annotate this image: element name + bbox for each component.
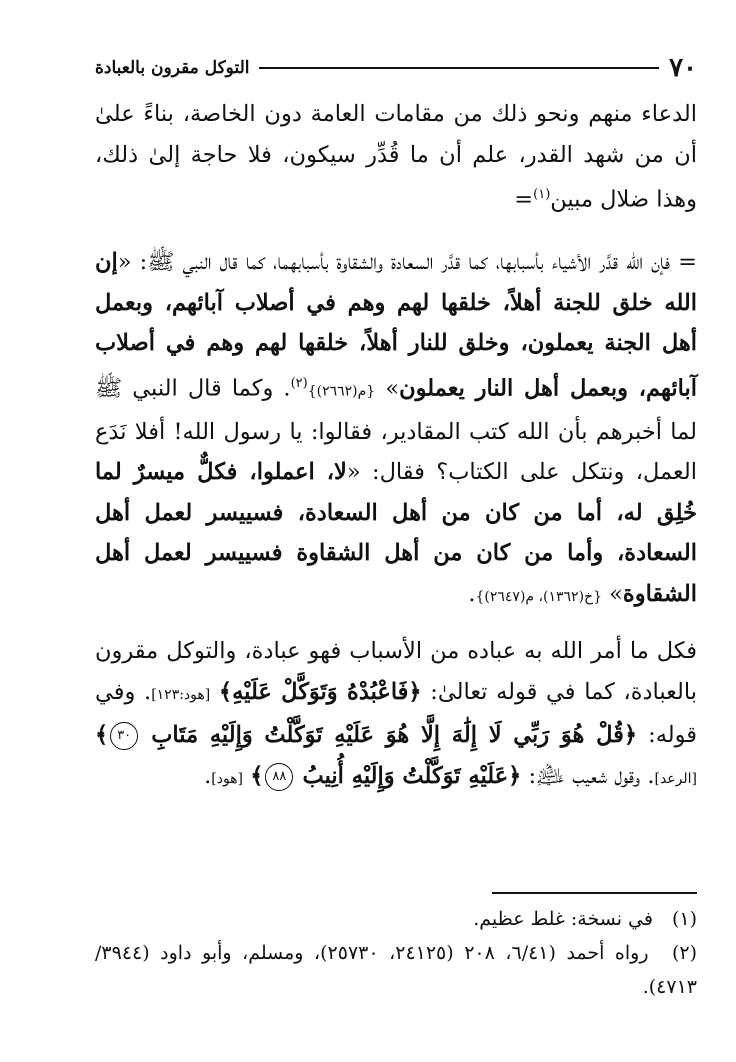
footnote-1 <box>95 902 697 936</box>
verse-ref-hud: [هود] <box>211 770 244 787</box>
paragraph-3-link-2: . وقول شعيب ﵇: <box>521 762 655 789</box>
quran-verse-3: ﴿عَلَيْهِ تَوَكَّلْتُ وَإِلَيْهِ أُنِيبُ <box>302 762 522 789</box>
verse-ref-hud-123: [هود:١٢٣] <box>151 686 211 703</box>
footnote-2-text: رواه أحمد (٦/٤١، ٢٠٨ (٢٤١٢٥، ٢٥٧٣٠)، ومسلم، وأبو داود (٣٩٤٤/ ٤٧١٣). <box>95 942 697 998</box>
quran-verse-2: ﴿قُلْ هُوَ رَبِّي لَا إِلَٰهَ إِلَّا هُوَ عَلَيْهِ تَوَكَّلْتُ وَإِلَيْهِ مَتَابِ <box>151 722 638 748</box>
source-ref-muslim: {م(٢٦٦٢)} <box>307 383 376 399</box>
source-ref-bukhari-muslim: {خ(١٣٦٢)، م(٢٦٤٧)} <box>475 588 602 605</box>
footnote-separator <box>492 892 697 894</box>
quran-verse-1: ﴿فَاعْبُدْهُ وَتَوَكَّلْ عَلَيْهِ﴾ <box>218 678 422 705</box>
paragraph-2-end: . <box>468 580 476 607</box>
quote-close-1: » <box>385 375 400 401</box>
hadith-quote-1: إن الله خلق للجنة أهلاً، خلقها لهم وهم في أصلاب آبائهم، وبعمل أهل الجنة يعملون، وخلق للنار أهلاً، خلقها لهم وهم في أصلاب آبائهم، وبعمل أهل النار يعملون <box>95 249 697 401</box>
page-header <box>95 50 697 86</box>
hadith-quote-2: لا، اعملوا، فكلٌّ ميسرٌ لما خُلِق له، أما من كان من أهل السعادة، فسييسر لعمل أهل السعادة، وأما من كان من أهل الشقاوة فسييسر لعمل أهل الشقاوة <box>95 459 697 607</box>
header-rule <box>259 67 659 69</box>
verse-number-badge: ٨٨ <box>265 763 293 791</box>
paragraph-3-intro: فكل ما أمر الله به عباده من الأسباب فهو عبادة، والتوكل مقرون بالعبادة، كما في قوله تعالىٰ: <box>95 638 697 705</box>
verse-close-3: ﴾ <box>250 762 264 789</box>
paragraph-2-middle: . وكما قال النبي ﷺ لما أخبرهم بأن الله كتب المقادير، فقالوا: يا رسول الله! أفلا نَدَع العمل، ونتكل على الكتاب؟ فقال: « <box>95 375 697 485</box>
footnotes <box>95 902 697 1004</box>
paragraph-1-text: الدعاء منهم ونحو ذلك من مقامات العامة دون الخاصة، بناءً علىٰ أن من شهد القدر، علم أن ما قُدِّر سيكون، فلا حاجة إلىٰ ذلك، وهذا ضلال مبين <box>95 101 697 213</box>
continuation-mark: = <box>514 186 534 213</box>
footnote-1-text: في نسخة: غلط عظيم. <box>473 908 653 930</box>
verse-close-2: ﴾ <box>95 722 109 748</box>
footnote-2-mark: (٢) <box>671 942 698 964</box>
footnote-2 <box>95 936 697 1004</box>
page-number: ٧٠ <box>669 53 697 83</box>
paragraph-3 <box>95 631 697 799</box>
verse-ref-raad: [الرعد] <box>654 770 697 787</box>
paragraph-1 <box>95 94 697 220</box>
footnote-1-mark: (١) <box>671 908 697 930</box>
paragraph-2 <box>95 242 697 617</box>
book-page <box>95 50 697 1040</box>
running-title: التوكل مقرون بالعبادة <box>95 58 250 78</box>
footnote-ref-2[interactable]: (٢) <box>290 375 308 391</box>
footnote-ref-1[interactable]: (١) <box>533 187 551 202</box>
quote-close-2: » <box>609 580 623 607</box>
paragraph-3-end: . <box>204 762 212 789</box>
paragraph-2-intro: = فإن الله قدَّر الأشياء بأسبابها، كما قدَّر السعادة والشقاوة بأسبابهما، كما قال النبي ﷺ: « <box>117 249 697 275</box>
paragraph-3-link-1: . وفي قوله: <box>95 678 698 748</box>
verse-number-badge: ٣٠ <box>110 722 138 750</box>
